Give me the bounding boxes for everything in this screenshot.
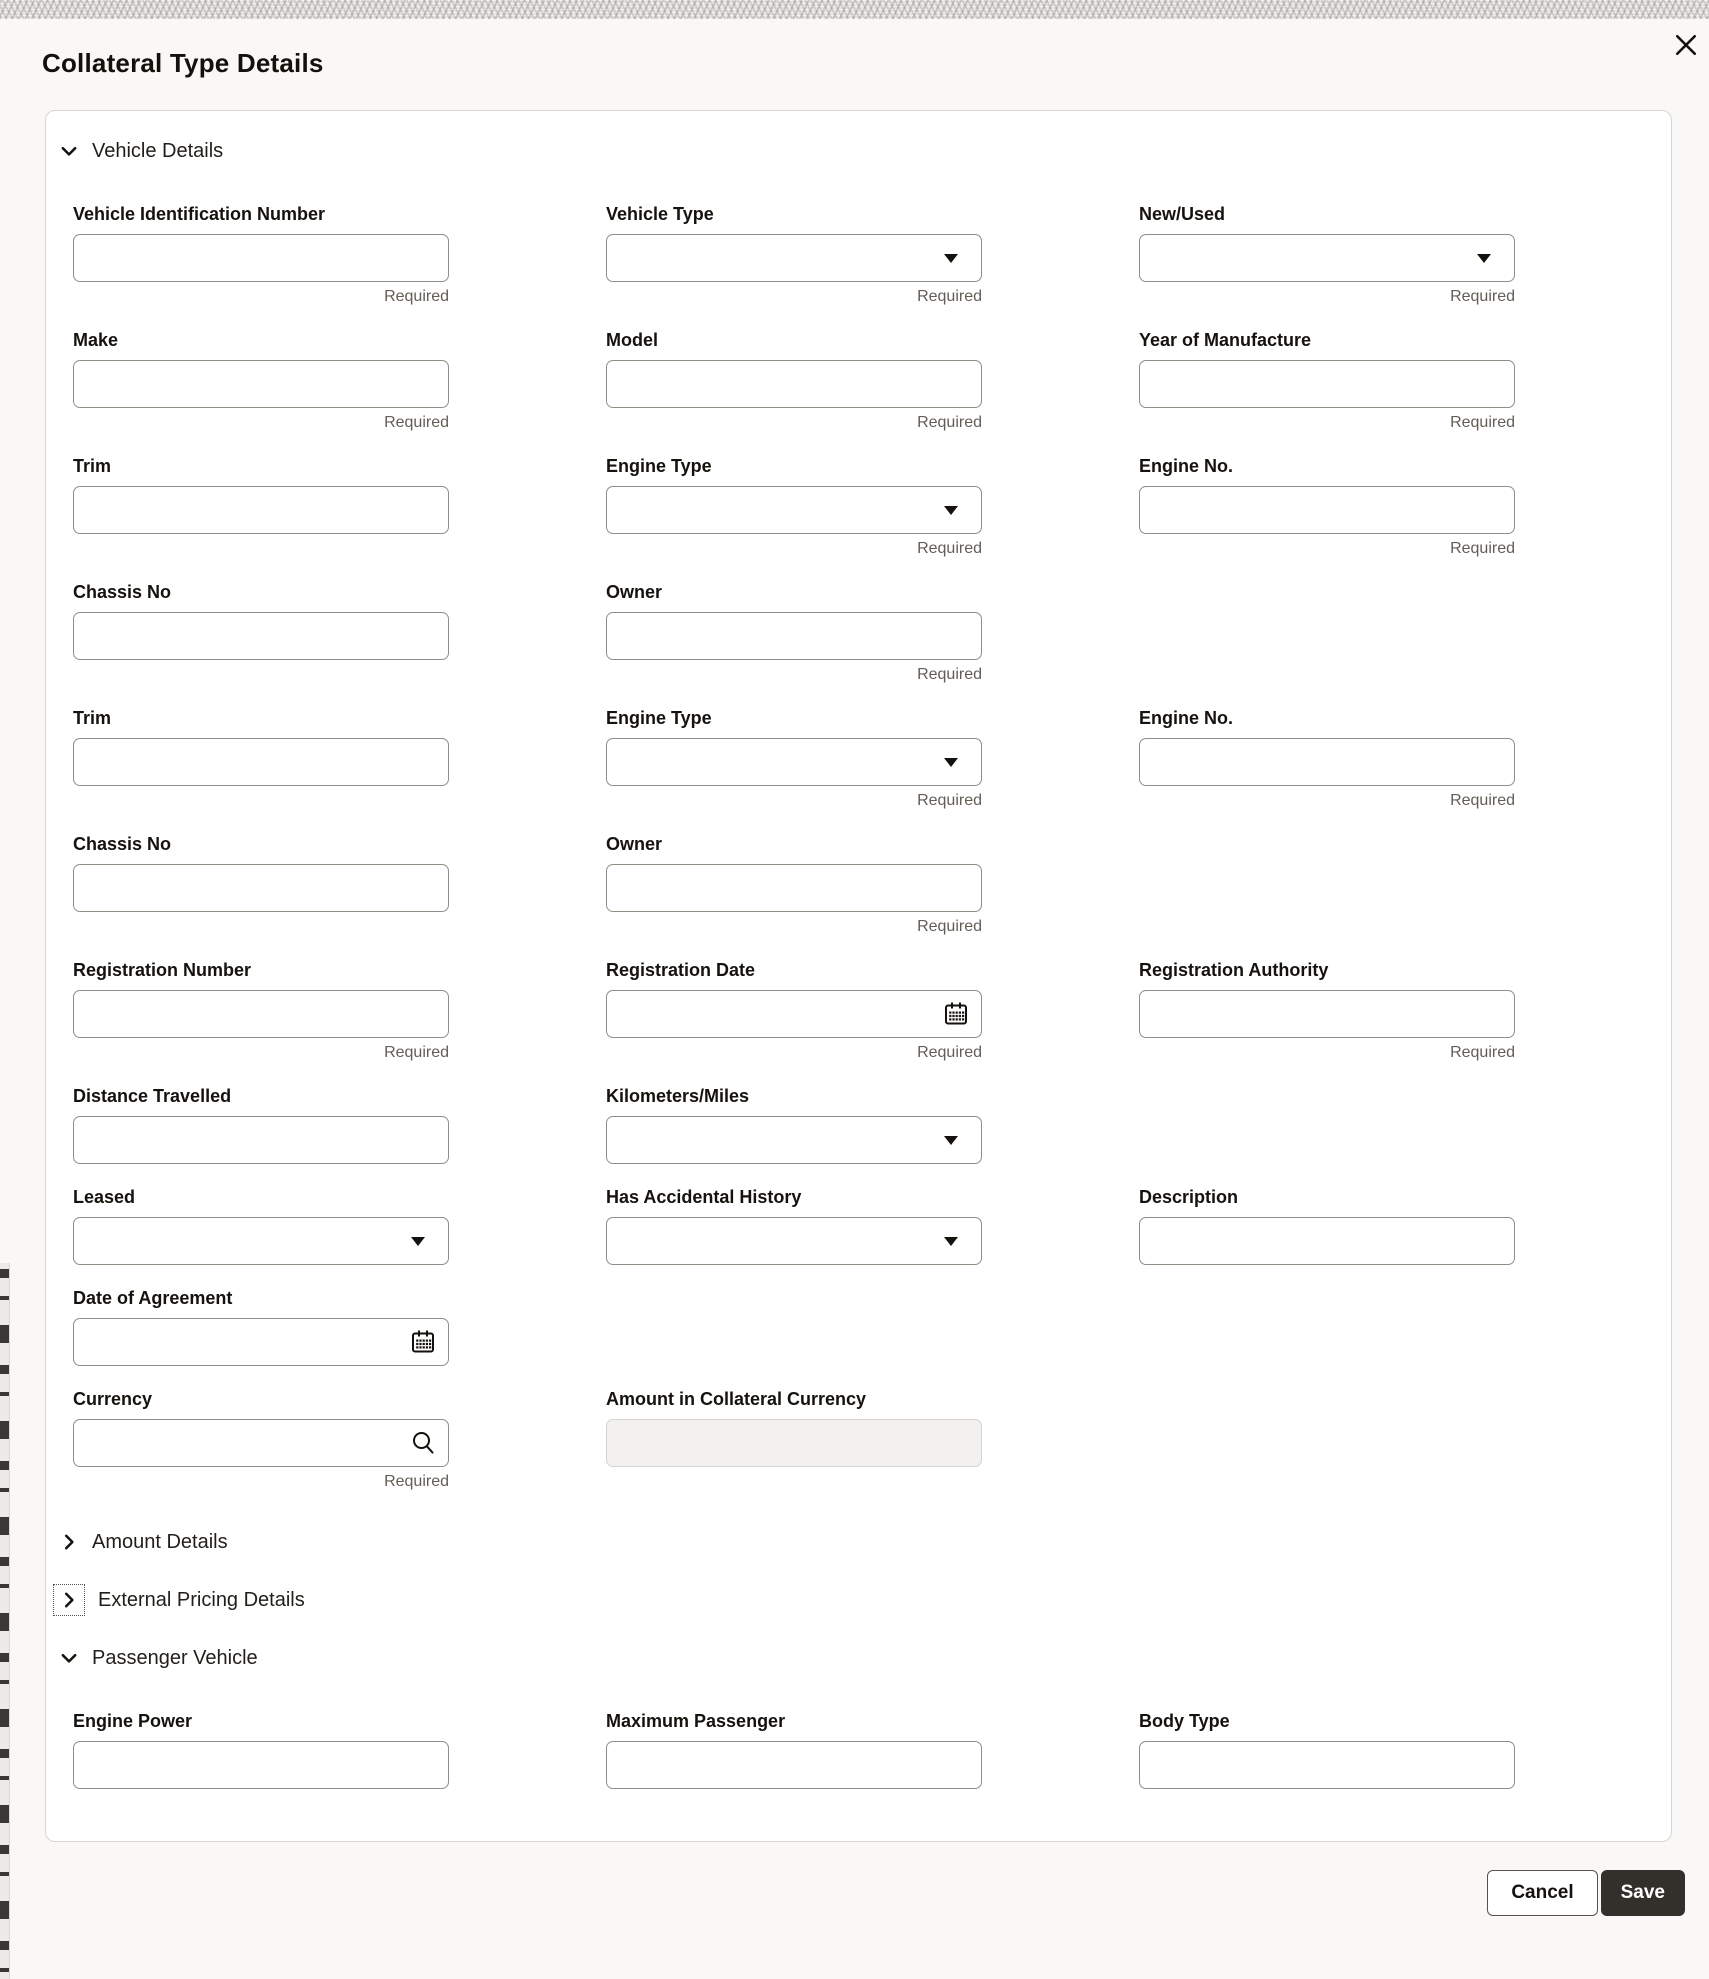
field-label: Chassis No <box>73 834 172 854</box>
make-input[interactable] <box>73 360 449 408</box>
field-label: Engine No. <box>1139 708 1233 728</box>
field-label: Engine Power <box>73 1711 193 1731</box>
field-engine-no-1 <box>1139 455 1515 559</box>
required-hint: Required <box>917 540 982 557</box>
field-label: Owner <box>606 582 663 602</box>
has-accidental-history-select[interactable] <box>606 1217 982 1265</box>
field-label: Leased <box>73 1187 136 1207</box>
passenger-vehicle-body <box>46 1710 1671 1789</box>
field-registration-authority <box>1139 959 1515 1063</box>
field-label: New/Used <box>1139 204 1226 224</box>
field-label: Amount in Collateral Currency <box>606 1389 867 1409</box>
required-hint: Required <box>917 414 982 431</box>
required-hint: Required <box>384 1473 449 1490</box>
field-make <box>73 329 449 433</box>
chevron-right-icon <box>59 1590 79 1610</box>
field-maximum-passenger <box>606 1710 982 1789</box>
required-hint: Required <box>1450 792 1515 809</box>
leased-select[interactable] <box>73 1217 449 1265</box>
field-label: Year of Manufacture <box>1139 330 1312 350</box>
calendar-icon <box>941 999 971 1029</box>
year-of-manufacture-input[interactable] <box>1139 360 1515 408</box>
vehicle-details-body <box>46 203 1671 1492</box>
required-hint: Required <box>1450 288 1515 305</box>
field-label: Registration Number <box>73 960 252 980</box>
currency-search-button[interactable] <box>406 1426 440 1460</box>
section-title: Amount Details <box>92 1531 228 1553</box>
maximum-passenger-input[interactable] <box>606 1741 982 1789</box>
trim-input-1[interactable] <box>73 486 449 534</box>
chevron-down-icon <box>59 141 79 161</box>
section-header-vehicle-details[interactable] <box>46 123 1671 179</box>
chassis-no-input-2[interactable] <box>73 864 449 912</box>
section-header-amount-details[interactable] <box>46 1514 1671 1570</box>
field-owner-2 <box>606 833 982 937</box>
collateral-form-card <box>45 110 1672 1842</box>
section-header-external-pricing-details[interactable] <box>46 1570 1671 1630</box>
search-icon <box>408 1428 438 1458</box>
required-hint: Required <box>384 1044 449 1061</box>
registration-date-input[interactable] <box>606 990 982 1038</box>
engine-type-select-2[interactable] <box>606 738 982 786</box>
owner-input-2[interactable] <box>606 864 982 912</box>
field-label: Maximum Passenger <box>606 1711 786 1731</box>
vehicle-type-select[interactable] <box>606 234 982 282</box>
field-label: Owner <box>606 834 663 854</box>
section-title: Passenger Vehicle <box>92 1647 258 1669</box>
field-kilometers-miles <box>606 1085 982 1164</box>
required-hint: Required <box>1450 540 1515 557</box>
required-hint: Required <box>917 666 982 683</box>
section-title: Vehicle Details <box>92 140 224 162</box>
required-hint: Required <box>384 288 449 305</box>
distance-travelled-input[interactable] <box>73 1116 449 1164</box>
chevron-down-icon <box>59 1648 79 1668</box>
field-vehicle-type <box>606 203 982 307</box>
field-label: Body Type <box>1139 1711 1230 1731</box>
field-label: Trim <box>73 456 112 476</box>
focus-ring <box>53 1584 85 1616</box>
field-chassis-no-1 <box>73 581 449 685</box>
section-header-passenger-vehicle[interactable] <box>46 1630 1671 1686</box>
field-label: Vehicle Identification Number <box>73 204 326 224</box>
field-label: Vehicle Type <box>606 204 714 224</box>
field-engine-no-2 <box>1139 707 1515 811</box>
engine-no-input-2[interactable] <box>1139 738 1515 786</box>
calendar-button[interactable] <box>939 997 973 1031</box>
field-label: Engine Type <box>606 456 712 476</box>
field-trim-2 <box>73 707 449 811</box>
field-label: Kilometers/Miles <box>606 1086 750 1106</box>
field-label: Make <box>73 330 119 350</box>
field-label: Trim <box>73 708 112 728</box>
cancel-button[interactable]: Cancel <box>1487 1870 1597 1916</box>
close-icon <box>1671 30 1701 60</box>
field-engine-power <box>73 1710 449 1789</box>
field-engine-type-2 <box>606 707 982 811</box>
field-registration-number <box>73 959 449 1063</box>
field-date-of-agreement <box>73 1287 449 1366</box>
owner-input-1[interactable] <box>606 612 982 660</box>
field-label: Engine No. <box>1139 456 1233 476</box>
field-year-of-manufacture <box>1139 329 1515 433</box>
required-hint: Required <box>917 288 982 305</box>
field-leased <box>73 1186 449 1265</box>
field-owner-1 <box>606 581 982 685</box>
field-distance-travelled <box>73 1085 449 1164</box>
field-label: Has Accidental History <box>606 1187 802 1207</box>
amount-in-collateral-currency-input <box>606 1419 982 1467</box>
field-vehicle-identification-number <box>73 203 449 307</box>
required-hint: Required <box>917 1044 982 1061</box>
field-amount-in-collateral-currency <box>606 1388 982 1492</box>
field-label: Date of Agreement <box>73 1288 233 1308</box>
section-title: External Pricing Details <box>98 1589 305 1611</box>
dialog-footer <box>0 1870 1685 1916</box>
trim-input-2[interactable] <box>73 738 449 786</box>
engine-power-input[interactable] <box>73 1741 449 1789</box>
field-description <box>1139 1186 1515 1265</box>
underlying-page-edge <box>0 1263 10 1979</box>
calendar-icon <box>408 1327 438 1357</box>
description-input[interactable] <box>1139 1217 1515 1265</box>
vehicle-identification-number-input[interactable] <box>73 234 449 282</box>
save-button[interactable]: Save <box>1601 1870 1685 1916</box>
field-label: Model <box>606 330 658 350</box>
chassis-no-input-1[interactable] <box>73 612 449 660</box>
field-model <box>606 329 982 433</box>
field-body-type <box>1139 1710 1515 1789</box>
chevron-right-icon <box>59 1532 79 1552</box>
kilometers-miles-select[interactable] <box>606 1116 982 1164</box>
currency-input[interactable] <box>73 1419 449 1467</box>
page-top-texture <box>0 0 1709 19</box>
required-hint: Required <box>917 792 982 809</box>
new-used-select[interactable] <box>1139 234 1515 282</box>
field-label: Registration Authority <box>1139 960 1329 980</box>
field-label: Description <box>1139 1187 1239 1207</box>
registration-authority-input[interactable] <box>1139 990 1515 1038</box>
field-label: Registration Date <box>606 960 756 980</box>
field-trim-1 <box>73 455 449 559</box>
engine-no-input-1[interactable] <box>1139 486 1515 534</box>
close-button[interactable] <box>1669 28 1703 62</box>
field-label: Engine Type <box>606 708 712 728</box>
field-currency <box>73 1388 449 1492</box>
field-label: Currency <box>73 1389 153 1409</box>
field-new-used <box>1139 203 1515 307</box>
required-hint: Required <box>1450 1044 1515 1061</box>
field-registration-date <box>606 959 982 1063</box>
required-hint: Required <box>384 414 449 431</box>
engine-type-select-1[interactable] <box>606 486 982 534</box>
field-label: Chassis No <box>73 582 172 602</box>
date-of-agreement-input[interactable] <box>73 1318 449 1366</box>
registration-number-input[interactable] <box>73 990 449 1038</box>
field-engine-type-1 <box>606 455 982 559</box>
field-label: Distance Travelled <box>73 1086 232 1106</box>
required-hint: Required <box>917 918 982 935</box>
field-chassis-no-2 <box>73 833 449 937</box>
field-has-accidental-history <box>606 1186 982 1265</box>
dialog-title: Collateral Type Details <box>42 48 324 78</box>
model-input[interactable] <box>606 360 982 408</box>
required-hint: Required <box>1450 414 1515 431</box>
body-type-input[interactable] <box>1139 1741 1515 1789</box>
calendar-button[interactable] <box>406 1325 440 1359</box>
